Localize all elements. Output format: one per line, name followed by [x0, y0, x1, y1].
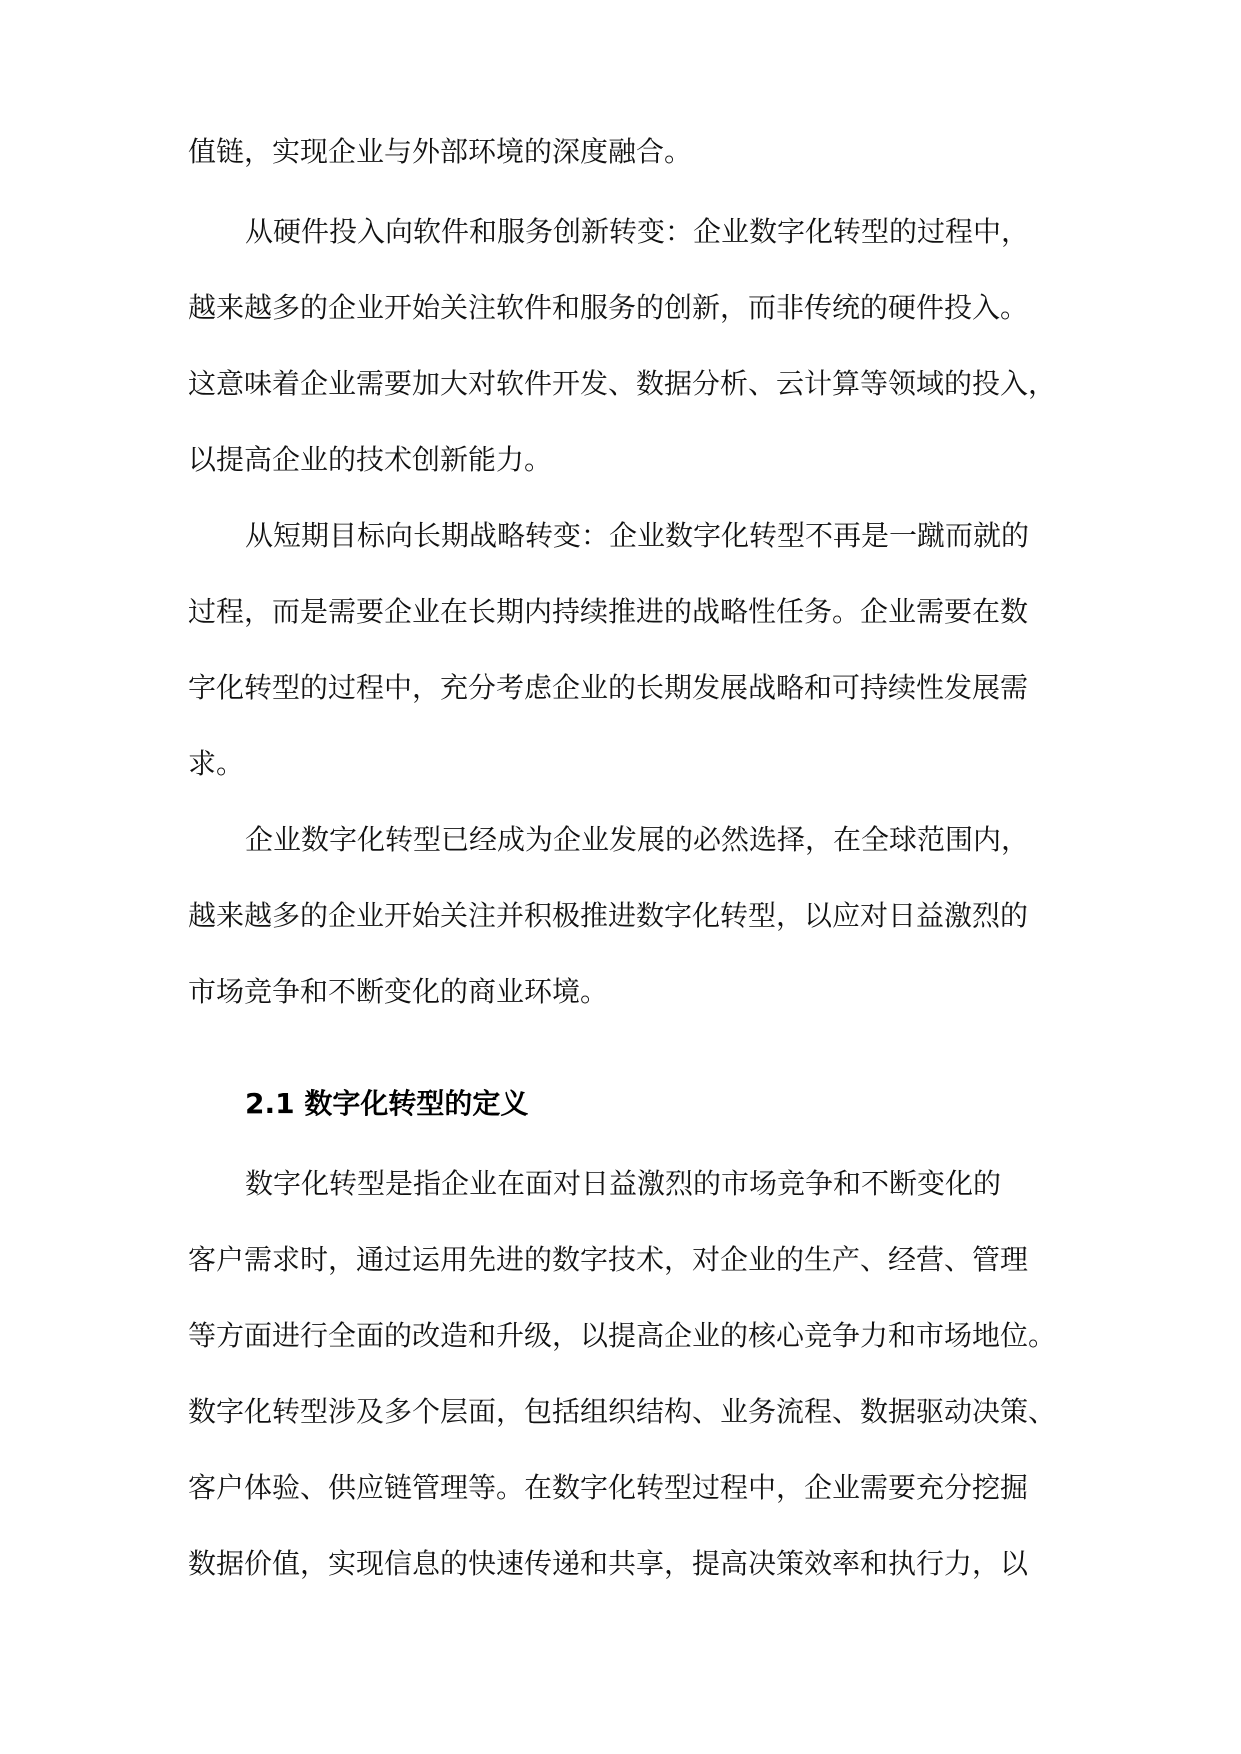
text-line: 越来越多的企业开始关注并积极推进数字化转型，以应对日益激烈的: [188, 899, 1029, 932]
text-line: 以提高企业的技术创新能力。: [188, 443, 553, 476]
text-line: 这意味着企业需要加大对软件开发、数据分析、云计算等领域的投入，: [188, 367, 1057, 400]
text-line: 等方面进行全面的改造和升级，以提高企业的核心竞争力和市场地位。: [188, 1319, 1057, 1352]
text-line: 市场竞争和不断变化的商业环境。: [188, 975, 609, 1008]
text-line: 值链，实现企业与外部环境的深度融合。: [188, 135, 693, 168]
text-line: 客户需求时，通过运用先进的数字技术，对企业的生产、经营、管理: [188, 1243, 1029, 1276]
text-line: 从硬件投入向软件和服务创新转变：企业数字化转型的过程中，: [245, 215, 1030, 248]
text-line: 数字化转型涉及多个层面，包括组织结构、业务流程、数据驱动决策、: [188, 1395, 1057, 1428]
text-line: 过程，而是需要企业在长期内持续推进的战略性任务。企业需要在数: [188, 595, 1029, 628]
text-line: 求。: [188, 747, 245, 780]
text-line: 从短期目标向长期战略转变：企业数字化转型不再是一蹴而就的: [245, 519, 1030, 552]
text-line: 越来越多的企业开始关注软件和服务的创新，而非传统的硬件投入。: [188, 291, 1029, 324]
section-heading: 2.1 数字化转型的定义: [245, 1087, 529, 1120]
text-line: 企业数字化转型已经成为企业发展的必然选择，在全球范围内，: [245, 823, 1030, 856]
text-line: 字化转型的过程中，充分考虑企业的长期发展战略和可持续性发展需: [188, 671, 1029, 704]
text-line: 数字化转型是指企业在面对日益激烈的市场竞争和不断变化的: [245, 1167, 1002, 1200]
text-line: 客户体验、供应链管理等。在数字化转型过程中，企业需要充分挖掘: [188, 1471, 1029, 1504]
text-line: 数据价值，实现信息的快速传递和共享，提高决策效率和执行力，以: [188, 1547, 1029, 1580]
